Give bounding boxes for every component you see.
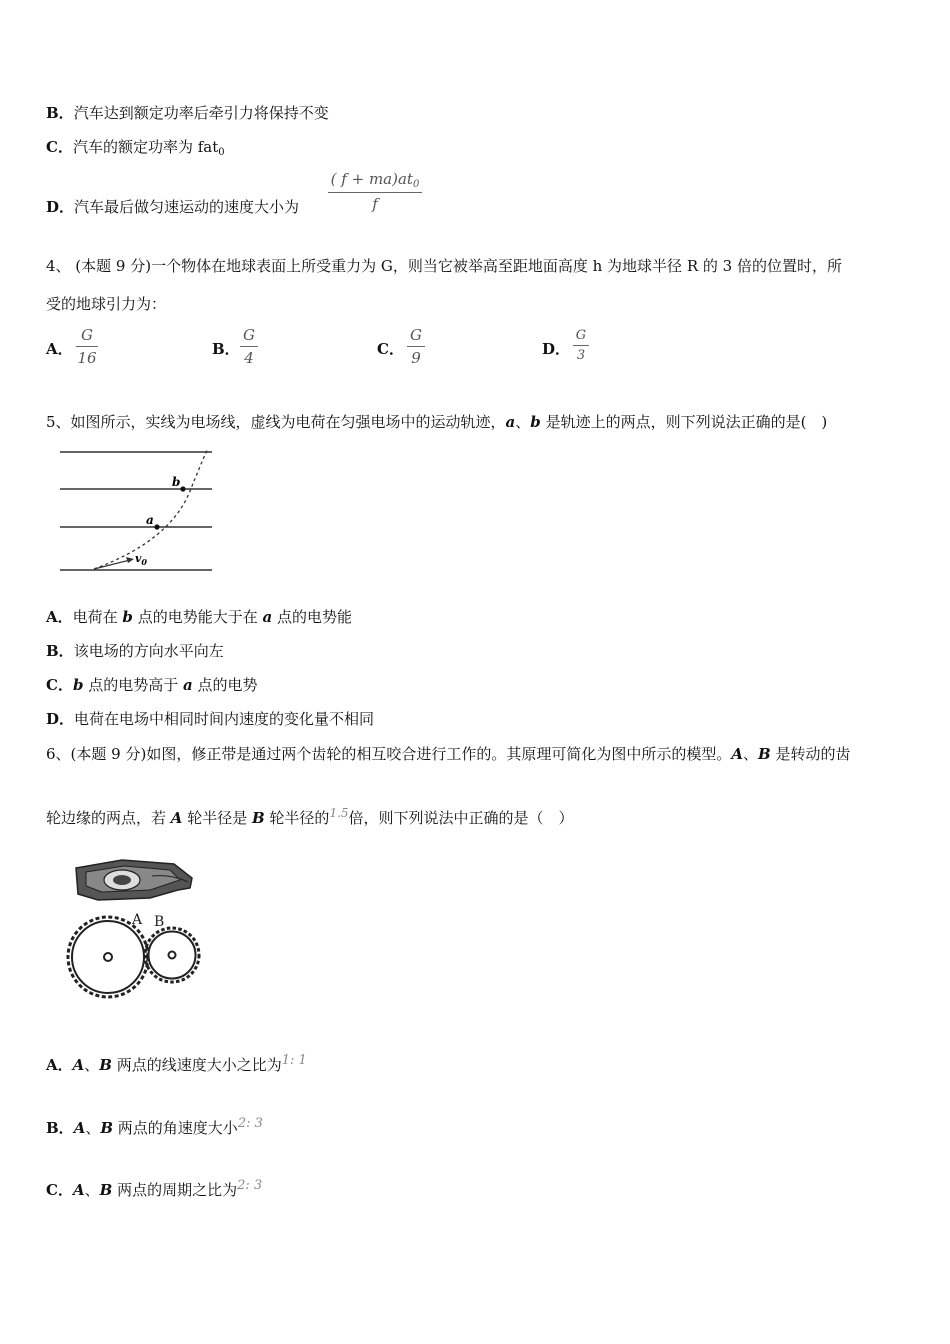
- q4-stem-line1: 4、 (本题 9 分)一个物体在地球表面上所受重力为 G，则当它被举高至距地面高度 h 为地球半径 R 的 3 倍的位置时，所: [46, 257, 842, 275]
- velocity-arrowhead: [126, 557, 134, 563]
- correction-tape-gears-figure: [62, 856, 207, 1004]
- q6-option-b: B．A、B 两点的角速度大小2: 3: [46, 1116, 263, 1137]
- q4-option-d-fraction: G 3: [573, 328, 589, 363]
- label-v: v: [135, 552, 142, 565]
- label-v-sub: 0: [141, 557, 147, 567]
- q3-option-b: B．汽车达到额定功率后牵引力将保持不变: [46, 104, 329, 122]
- gear-a: [68, 917, 148, 997]
- label-b: b: [172, 475, 181, 489]
- q6-stem-line1: 6、(本题 9 分)如图，修正带是通过两个齿轮的相互咬合进行工作的。其原理可简化为图中所示的模型。A、B 是转动的齿: [46, 745, 851, 763]
- q6-option-c: C．A、B 两点的周期之比为2: 3: [46, 1178, 263, 1199]
- q4-option-a-fraction: G 16: [77, 326, 97, 367]
- q6-option-a: A．A、B 两点的线速度大小之比为1: 1: [46, 1053, 307, 1074]
- trajectory-curve: [94, 448, 208, 569]
- q3-option-d: D．汽车最后做匀速运动的速度大小为: [46, 198, 300, 216]
- q5-option-b: B．该电场的方向水平向左: [46, 642, 224, 660]
- point-b: [180, 486, 185, 491]
- q4-stem-line2: 受的地球引力为：: [46, 295, 167, 313]
- q4-option-c-fraction: G 9: [407, 326, 425, 367]
- q5-option-a: A．电荷在 b 点的电势能大于在 a 点的电势能: [46, 608, 352, 626]
- gear-b: [145, 928, 199, 982]
- svg-text:v0: [135, 552, 147, 567]
- label-a: a: [146, 513, 154, 527]
- q4-option-c: C．: [377, 340, 404, 358]
- q4-option-b: B．: [212, 340, 240, 358]
- q4-option-b-fraction: G 4: [240, 326, 258, 367]
- q6-stem-line2: 轮边缘的两点，若 A 轮半径是 B 轮半径的$^{1.5}$倍，则下列说法中正确的是（ ）: [46, 806, 574, 827]
- q3-option-d-fraction: ( $f + ma)at_0$ f: [328, 170, 422, 213]
- q3-option-c: C．汽车的额定功率为 fat$_0$: [46, 138, 225, 158]
- electric-field-figure: [50, 446, 220, 576]
- gear-label-b: B: [154, 914, 165, 930]
- q5-option-d: D．电荷在电场中相同时间内速度的变化量不相同: [46, 710, 375, 728]
- q4-option-a: A．: [46, 340, 73, 358]
- q4-option-d: D．: [542, 340, 571, 358]
- gear-label-a: A: [132, 912, 143, 928]
- q5-stem: 5、如图所示，实线为电场线，虚线为电荷在匀强电场中的运动轨迹，a、b 是轨迹上的两点，则下列说法正确的是( ): [46, 413, 828, 431]
- q5-option-c: C．b 点的电势高于 a 点的电势: [46, 676, 258, 694]
- point-a: [154, 524, 159, 529]
